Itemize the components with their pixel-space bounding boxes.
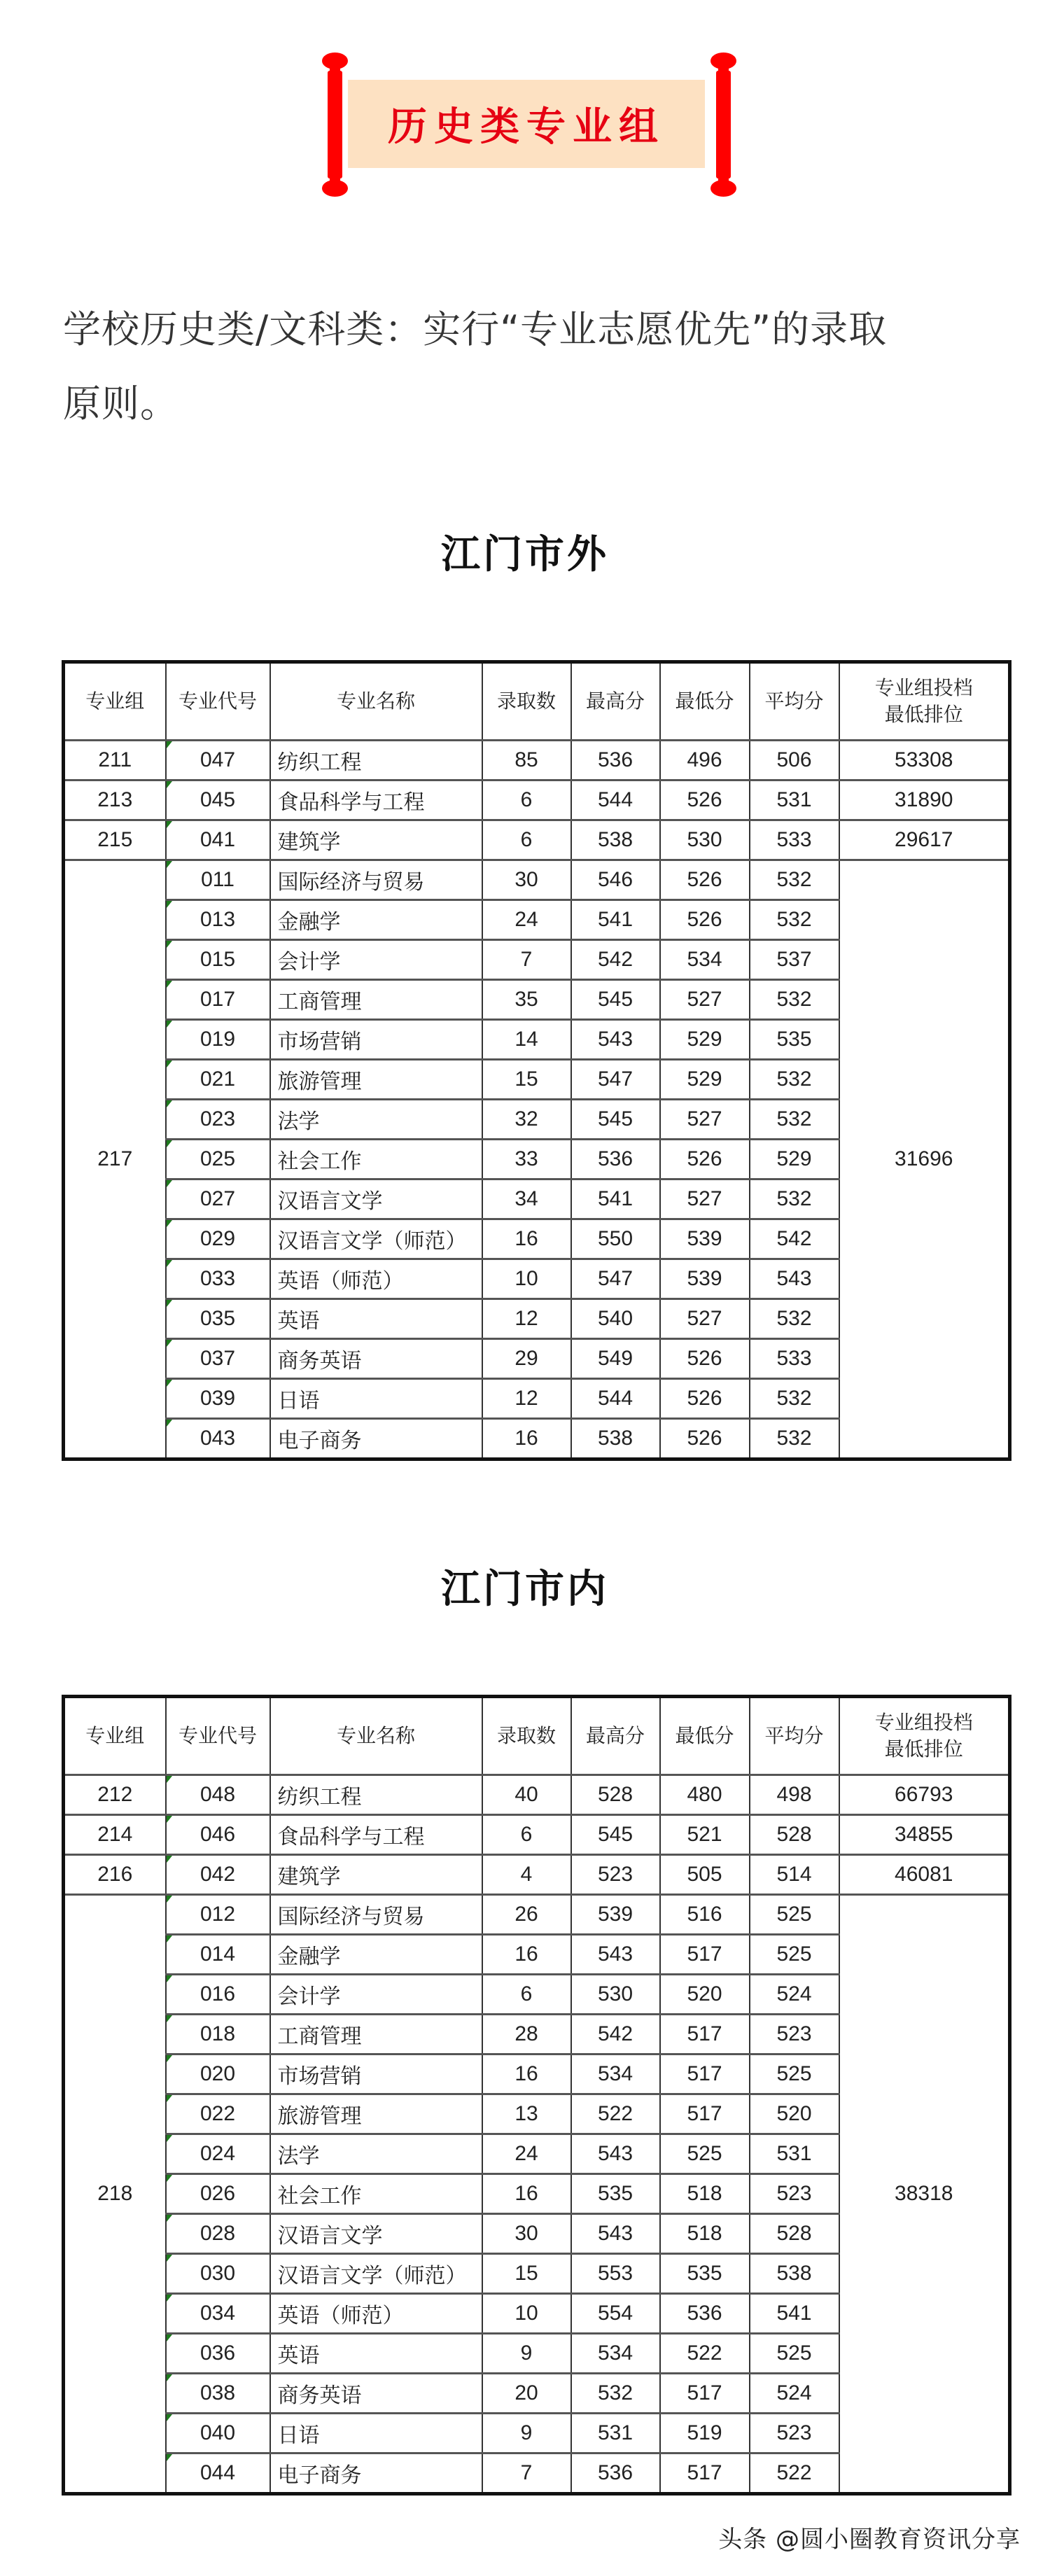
max-score-cell: 550 [571,1219,660,1259]
code-cell: 011 [166,860,270,900]
min-score-cell: 526 [660,860,750,900]
rank-cell: 46081 [839,1855,1010,1895]
code-cell: 018 [166,2015,270,2054]
min-score-cell: 517 [660,2374,750,2414]
max-score-cell: 530 [571,1975,660,2015]
min-score-cell: 535 [660,2254,750,2294]
code-cell: 039 [166,1379,270,1419]
code-cell: 014 [166,1935,270,1975]
min-score-cell: 517 [660,1935,750,1975]
name-cell: 电子商务 [270,2454,482,2494]
name-cell: 食品科学与工程 [270,1815,482,1855]
min-score-cell: 517 [660,2054,750,2094]
max-score-cell: 542 [571,2015,660,2054]
col-rank-header-line1: 专业组投档 [874,1712,973,1733]
code-cell: 020 [166,2054,270,2094]
code-cell: 017 [166,980,270,1020]
min-score-cell: 539 [660,1219,750,1259]
col-avg-header: 平均分 [750,1697,839,1775]
min-score-cell: 520 [660,1975,750,2015]
col-min-header: 最低分 [660,662,750,741]
avg-score-cell: 523 [750,2414,839,2454]
code-cell: 036 [166,2334,270,2374]
avg-score-cell: 532 [750,860,839,900]
col-code-header: 专业代号 [166,1697,270,1775]
max-score-cell: 528 [571,1775,660,1815]
max-score-cell: 545 [571,1100,660,1140]
code-cell: 013 [166,900,270,940]
merged-group-cell: 218 [64,1895,166,2494]
avg-score-cell: 520 [750,2094,839,2134]
admitted-cell: 6 [482,820,571,860]
avg-score-cell: 542 [750,1219,839,1259]
col-rank-header-line2: 最低排位 [884,1738,963,1760]
score-table-outside [62,660,1011,1461]
avg-score-cell: 532 [750,980,839,1020]
table-row [64,860,1010,900]
max-score-cell: 544 [571,780,660,820]
avg-score-cell: 532 [750,1299,839,1339]
name-cell: 商务英语 [270,1339,482,1379]
name-cell: 汉语言文学 [270,2214,482,2254]
max-score-cell: 543 [571,1935,660,1975]
admitted-cell: 16 [482,1935,571,1975]
avg-score-cell: 531 [750,2134,839,2174]
avg-score-cell: 537 [750,940,839,980]
code-cell: 038 [166,2374,270,2414]
name-cell: 旅游管理 [270,2094,482,2134]
col-group-header: 专业组 [64,1697,166,1775]
min-score-cell: 518 [660,2174,750,2214]
col-max-header: 最高分 [571,1697,660,1775]
admitted-cell: 16 [482,1419,571,1460]
min-score-cell: 517 [660,2094,750,2134]
avg-score-cell: 506 [750,741,839,780]
code-cell: 012 [166,1895,270,1935]
max-score-cell: 549 [571,1339,660,1379]
admitted-cell: 12 [482,1299,571,1339]
name-cell: 会计学 [270,940,482,980]
avg-score-cell: 532 [750,900,839,940]
avg-score-cell: 532 [750,1180,839,1219]
max-score-cell: 543 [571,2214,660,2254]
avg-score-cell: 514 [750,1855,839,1895]
min-score-cell: 526 [660,780,750,820]
max-score-cell: 543 [571,2134,660,2174]
min-score-cell: 496 [660,741,750,780]
admitted-cell: 40 [482,1775,571,1815]
group-cell: 216 [64,1855,166,1895]
avg-score-cell: 524 [750,1975,839,2015]
col-min-header: 最低分 [660,1697,750,1775]
min-score-cell: 525 [660,2134,750,2174]
name-cell: 汉语言文学（师范） [270,2254,482,2294]
min-score-cell: 505 [660,1855,750,1895]
code-cell: 025 [166,1140,270,1180]
avg-score-cell: 525 [750,1895,839,1935]
rank-cell: 34855 [839,1815,1010,1855]
admitted-cell: 15 [482,1060,571,1100]
min-score-cell: 534 [660,940,750,980]
name-cell: 市场营销 [270,1020,482,1060]
max-score-cell: 536 [571,741,660,780]
col-group-header: 专业组 [64,662,166,741]
admitted-cell: 28 [482,2015,571,2054]
col-max-header: 最高分 [571,662,660,741]
min-score-cell: 529 [660,1020,750,1060]
min-score-cell: 527 [660,1299,750,1339]
code-cell: 029 [166,1219,270,1259]
admitted-cell: 7 [482,940,571,980]
admitted-cell: 30 [482,2214,571,2254]
col-admitted-header: 录取数 [482,662,571,741]
max-score-cell: 540 [571,1299,660,1339]
name-cell: 英语 [270,1299,482,1339]
avg-score-cell: 528 [750,2214,839,2254]
max-score-cell: 538 [571,1419,660,1460]
max-score-cell: 531 [571,2414,660,2454]
avg-score-cell: 541 [750,2294,839,2334]
admitted-cell: 15 [482,2254,571,2294]
name-cell: 社会工作 [270,2174,482,2214]
admitted-cell: 9 [482,2414,571,2454]
avg-score-cell: 524 [750,2374,839,2414]
max-score-cell: 547 [571,1060,660,1100]
admitted-cell: 16 [482,1219,571,1259]
admitted-cell: 6 [482,780,571,820]
max-score-cell: 546 [571,860,660,900]
col-code-header: 专业代号 [166,662,270,741]
scroll-pole-right-icon [710,52,736,197]
code-cell: 043 [166,1419,270,1460]
code-cell: 046 [166,1815,270,1855]
admitted-cell: 10 [482,1259,571,1299]
group-cell: 211 [64,741,166,780]
name-cell: 金融学 [270,1935,482,1975]
name-cell: 国际经济与贸易 [270,1895,482,1935]
avg-score-cell: 525 [750,1935,839,1975]
avg-score-cell: 535 [750,1020,839,1060]
admitted-cell: 10 [482,2294,571,2334]
min-score-cell: 522 [660,2334,750,2374]
name-cell: 国际经济与贸易 [270,860,482,900]
code-cell: 028 [166,2214,270,2254]
max-score-cell: 543 [571,1020,660,1060]
max-score-cell: 539 [571,1895,660,1935]
max-score-cell: 538 [571,820,660,860]
avg-score-cell: 532 [750,1419,839,1460]
max-score-cell: 544 [571,1379,660,1419]
max-score-cell: 554 [571,2294,660,2334]
admitted-cell: 24 [482,2134,571,2174]
table-header-row [64,662,1010,741]
group-cell: 212 [64,1775,166,1815]
table-row [64,1855,1010,1895]
min-score-cell: 526 [660,1379,750,1419]
code-cell: 024 [166,2134,270,2174]
section-title-inside: 江门市内 [441,1567,609,1612]
admitted-cell: 35 [482,980,571,1020]
table-header-row [64,1697,1010,1775]
code-cell: 042 [166,1855,270,1895]
code-cell: 021 [166,1060,270,1100]
name-cell: 金融学 [270,900,482,940]
avg-score-cell: 523 [750,2174,839,2214]
table-row [64,1815,1010,1855]
admitted-cell: 16 [482,2174,571,2214]
code-cell: 041 [166,820,270,860]
name-cell: 工商管理 [270,980,482,1020]
table-row [64,1775,1010,1815]
intro-paragraph [63,293,994,441]
admitted-cell: 32 [482,1100,571,1140]
code-cell: 044 [166,2454,270,2494]
avg-score-cell: 531 [750,780,839,820]
name-cell: 市场营销 [270,2054,482,2094]
min-score-cell: 527 [660,980,750,1020]
avg-score-cell: 543 [750,1259,839,1299]
name-cell: 英语（师范） [270,2294,482,2334]
code-cell: 033 [166,1259,270,1299]
code-cell: 019 [166,1020,270,1060]
intro-line-1: 学校历史类/文科类：实行“专业志愿优先”的录取 [63,307,888,351]
name-cell: 英语 [270,2334,482,2374]
avg-score-cell: 498 [750,1775,839,1815]
name-cell: 建筑学 [270,820,482,860]
merged-rank-cell: 38318 [839,1895,1010,2494]
admitted-cell: 24 [482,900,571,940]
admitted-cell: 6 [482,1975,571,2015]
avg-score-cell: 532 [750,1060,839,1100]
min-score-cell: 517 [660,2015,750,2054]
avg-score-cell: 528 [750,1815,839,1855]
code-cell: 023 [166,1100,270,1140]
avg-score-cell: 533 [750,820,839,860]
name-cell: 社会工作 [270,1140,482,1180]
avg-score-cell: 525 [750,2334,839,2374]
name-cell: 商务英语 [270,2374,482,2414]
name-cell: 纺织工程 [270,741,482,780]
table-row [64,820,1010,860]
group-cell: 213 [64,780,166,820]
min-score-cell: 526 [660,1339,750,1379]
name-cell: 食品科学与工程 [270,780,482,820]
admitted-cell: 30 [482,860,571,900]
max-score-cell: 542 [571,940,660,980]
min-score-cell: 530 [660,820,750,860]
code-cell: 022 [166,2094,270,2134]
col-avg-header: 平均分 [750,662,839,741]
col-name-header: 专业名称 [270,662,482,741]
code-cell: 030 [166,2254,270,2294]
merged-rank-cell: 31696 [839,860,1010,1460]
min-score-cell: 517 [660,2454,750,2494]
code-cell: 045 [166,780,270,820]
min-score-cell: 527 [660,1180,750,1219]
admitted-cell: 12 [482,1379,571,1419]
max-score-cell: 522 [571,2094,660,2134]
max-score-cell: 532 [571,2374,660,2414]
min-score-cell: 516 [660,1895,750,1935]
group-cell: 215 [64,820,166,860]
min-score-cell: 529 [660,1060,750,1100]
code-cell: 016 [166,1975,270,2015]
min-score-cell: 521 [660,1815,750,1855]
admitted-cell: 16 [482,2054,571,2094]
min-score-cell: 519 [660,2414,750,2454]
code-cell: 027 [166,1180,270,1219]
rank-cell: 31890 [839,780,1010,820]
avg-score-cell: 522 [750,2454,839,2494]
col-rank-header [839,662,1010,741]
admitted-cell: 13 [482,2094,571,2134]
min-score-cell: 539 [660,1259,750,1299]
avg-score-cell: 523 [750,2015,839,2054]
max-score-cell: 534 [571,2334,660,2374]
admitted-cell: 20 [482,2374,571,2414]
admitted-cell: 34 [482,1180,571,1219]
avg-score-cell: 529 [750,1140,839,1180]
name-cell: 汉语言文学（师范） [270,1219,482,1259]
avg-score-cell: 533 [750,1339,839,1379]
admitted-cell: 33 [482,1140,571,1180]
min-score-cell: 527 [660,1100,750,1140]
name-cell: 纺织工程 [270,1775,482,1815]
col-rank-header-line1: 专业组投档 [874,677,973,699]
max-score-cell: 523 [571,1855,660,1895]
avg-score-cell: 532 [750,1379,839,1419]
table-row [64,1895,1010,1935]
intro-line-2: 原则。 [63,382,178,426]
table-row [64,741,1010,780]
admitted-cell: 85 [482,741,571,780]
name-cell: 旅游管理 [270,1060,482,1100]
code-cell: 037 [166,1339,270,1379]
banner-title: 历史类专业组 [388,104,665,150]
section-banner [322,52,736,197]
name-cell: 建筑学 [270,1855,482,1895]
admitted-cell: 9 [482,2334,571,2374]
max-score-cell: 536 [571,2454,660,2494]
name-cell: 工商管理 [270,2015,482,2054]
min-score-cell: 526 [660,1140,750,1180]
name-cell: 电子商务 [270,1419,482,1460]
admitted-cell: 4 [482,1855,571,1895]
rank-cell: 53308 [839,741,1010,780]
code-cell: 015 [166,940,270,980]
name-cell: 英语（师范） [270,1259,482,1299]
min-score-cell: 526 [660,1419,750,1460]
min-score-cell: 536 [660,2294,750,2334]
name-cell: 法学 [270,1100,482,1140]
max-score-cell: 535 [571,2174,660,2214]
admitted-cell: 7 [482,2454,571,2494]
name-cell: 法学 [270,2134,482,2174]
code-cell: 026 [166,2174,270,2214]
code-cell: 035 [166,1299,270,1339]
name-cell: 汉语言文学 [270,1180,482,1219]
max-score-cell: 536 [571,1140,660,1180]
avg-score-cell: 532 [750,1100,839,1140]
section-title-outside: 江门市外 [441,532,609,578]
code-cell: 048 [166,1775,270,1815]
max-score-cell: 541 [571,1180,660,1219]
max-score-cell: 553 [571,2254,660,2294]
max-score-cell: 547 [571,1259,660,1299]
col-rank-header [839,1697,1010,1775]
table-row [64,780,1010,820]
max-score-cell: 545 [571,1815,660,1855]
watermark: 头条 @圆小圈教育资讯分享 [718,2526,1021,2554]
rank-cell: 29617 [839,820,1010,860]
admitted-cell: 26 [482,1895,571,1935]
rank-cell: 66793 [839,1775,1010,1815]
admitted-cell: 29 [482,1339,571,1379]
max-score-cell: 534 [571,2054,660,2094]
scroll-pole-left-icon [322,52,348,197]
code-cell: 040 [166,2414,270,2454]
col-rank-header-line2: 最低排位 [884,704,963,725]
admitted-cell: 14 [482,1020,571,1060]
merged-group-cell: 217 [64,860,166,1460]
name-cell: 日语 [270,1379,482,1419]
code-cell: 047 [166,741,270,780]
max-score-cell: 545 [571,980,660,1020]
avg-score-cell: 538 [750,2254,839,2294]
banner-paper [348,80,705,168]
max-score-cell: 541 [571,900,660,940]
code-cell: 034 [166,2294,270,2334]
name-cell: 会计学 [270,1975,482,2015]
admitted-cell: 6 [482,1815,571,1855]
col-name-header: 专业名称 [270,1697,482,1775]
col-admitted-header: 录取数 [482,1697,571,1775]
score-table-inside [62,1695,1011,2496]
group-cell: 214 [64,1815,166,1855]
min-score-cell: 526 [660,900,750,940]
min-score-cell: 518 [660,2214,750,2254]
name-cell: 日语 [270,2414,482,2454]
avg-score-cell: 525 [750,2054,839,2094]
min-score-cell: 480 [660,1775,750,1815]
